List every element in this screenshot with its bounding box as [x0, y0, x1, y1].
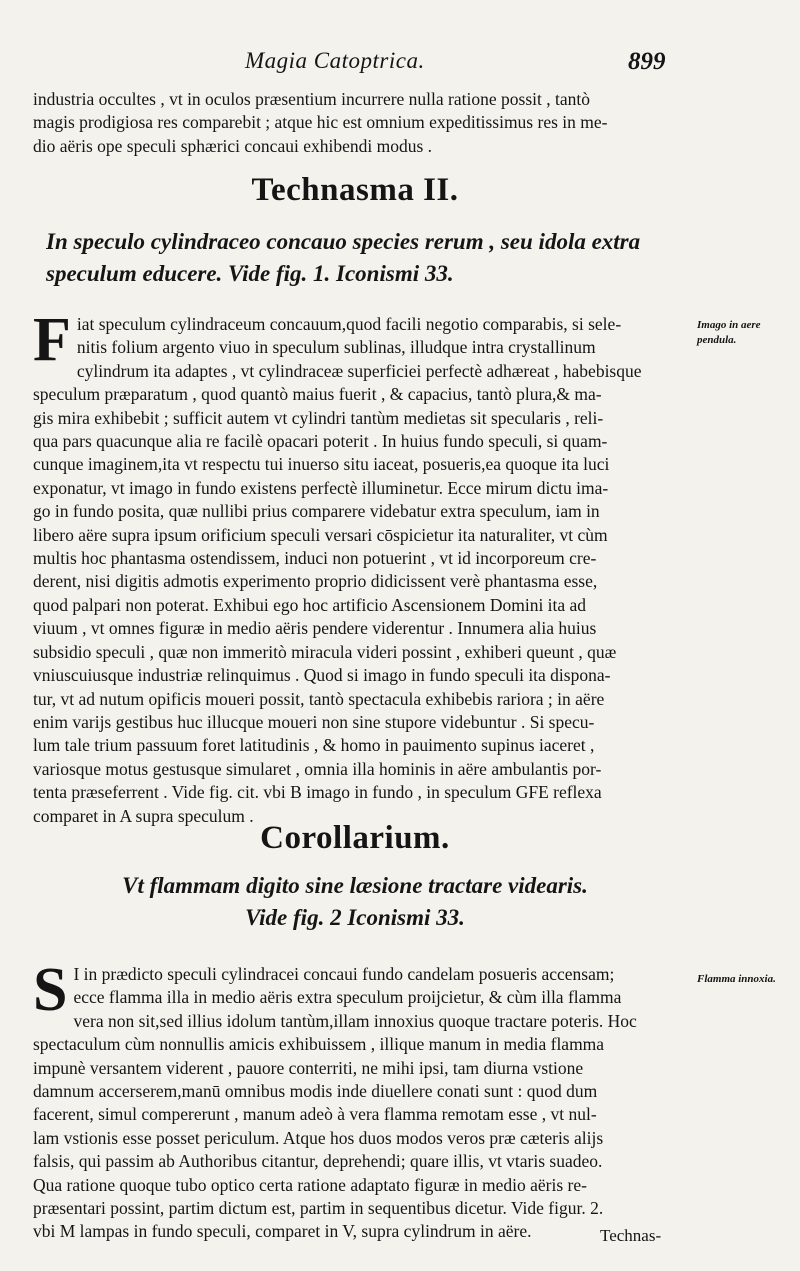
section-subtitle-1 [46, 226, 666, 290]
catchword: Technas- [600, 1226, 662, 1245]
subtitle-line: Vide fig. 2 Iconismi 33. [245, 905, 465, 930]
section-heading-technasma: Technasma II. [251, 172, 459, 208]
corollarium-paragraph [33, 956, 685, 1244]
text-line: enim varijs gestibus huc illucque moueri non sine stupore videbuntur . Si specu- [33, 711, 595, 732]
text-line: lam vstionis esse posset periculum. Atque hos duos modos veros præ cæteris alijs [33, 1127, 604, 1148]
running-title: Magia Catoptrica. [245, 48, 425, 73]
section-subtitle-2 [0, 870, 710, 934]
text-line: vbi M lampas in fundo speculi, comparet in V, supra cylindrum in aëre. [33, 1221, 532, 1242]
text-line: gis mira exhibebit ; sufficit autem vt cylindri tantùm medietas sit specularis , reli- [33, 407, 604, 428]
text-line: qua pars quacunque alia re facilè opacari poterit . In huius fundo speculi, si quam- [33, 431, 608, 452]
text-line: damnum accerserem,manū omnibus modis inde diuellere conati sunt : quod dum [33, 1081, 598, 1102]
text-line: nitis folium argento viuo in speculum sublinas, illudque intra crystallinum [76, 337, 596, 358]
text-line: vera non sit,sed illius idolum tantùm,illam innoxius quoque tractare poteris. Hoc [73, 1010, 637, 1031]
text-line: comparet in A supra speculum . [33, 805, 254, 826]
text-line: impunè versantem viderent , pauore conterriti, ne mihi ipsi, tam diurna vstione [33, 1057, 584, 1078]
text-line: tenta præseferrent . Vide fig. cit. vbi B imago in fundo , in speculum GFE reflexa [33, 782, 602, 803]
text-line: I in prædicto speculi cylindracei concaui fundo candelam posueris accensam; [73, 964, 615, 984]
text-line: iat speculum cylindraceum concauum,quod facili negotio comparabis, si sele- [76, 314, 622, 334]
technasma-paragraph [33, 306, 685, 828]
page-header [0, 48, 800, 78]
text-line: go in fundo posita, quæ nullibi prius comparere videbatur extra speculum, iam in [33, 501, 600, 522]
subtitle-line: speculum educere. Vide fig. 1. Iconismi 33. [46, 261, 454, 286]
text-line: exponatur, vt imago in fundo existens perfectè illuminetur. Ecce mirum dictu ima- [33, 477, 609, 498]
text-line: cunque imaginem,ita vt respectu tui inuerso situ iaceat, posueris,ea quoque ita luci [33, 454, 610, 475]
text-line: facerent, simul compererunt , manum adeò à vera flamma remotam esse , vt nul- [33, 1104, 597, 1125]
text-line: industria occultes , vt in oculos præsentium incurrere nulla ratione possit , tantò [33, 89, 590, 109]
text-line: variosque motus gestusque simularet , omnia illa hominis in aëre ambulantis por- [33, 758, 602, 779]
text-line: libero aëre supra ipsum orificium speculi versari cōspicietur ita naturaliter, vt cùm [33, 524, 608, 545]
text-line: speculum præparatum , quod quantò maius fuerit , & capacius, tantò plura,& ma- [33, 384, 602, 405]
text-line: vniuscuiusque industriæ relinquimus . Quod si imago in fundo speculi ita dispona- [33, 665, 611, 686]
drop-cap: S [33, 956, 68, 1024]
text-line: falsis, qui passim ab Authoribus citantur, deprehendi; quare illis, vt vtaris suadeo. [33, 1151, 603, 1172]
text-line: magis prodigiosa res comparebit ; atque hic est omnium expeditissimus res in me- [33, 112, 608, 133]
drop-cap: F [33, 306, 71, 374]
text-line: quod palpari non poterat. Exhibui ego hoc artificio Ascensionem Domini ita ad [33, 594, 587, 615]
intro-paragraph [33, 88, 685, 158]
text-line: dio aëris ope speculi sphærici concaui exhibendi modus . [33, 135, 433, 156]
text-line: Qua ratione quoque tubo optico certa ratione adaptato figuræ in medio aëris re- [33, 1174, 587, 1195]
page-number: 899 [628, 48, 666, 75]
text-line: multis hoc phantasma ostendissem, induci non potuerint , vt id incorporeum cre- [33, 548, 597, 569]
text-line: ecce flamma illa in medio aëris extra speculum proijcietur, & cùm illa flamma [73, 987, 622, 1008]
margin-note-flamma: Flamma innoxia. [697, 973, 776, 985]
text-line: præsentari possint, partim dictum est, partim in sequentibus dicetur. Vide figur. 2. [33, 1198, 604, 1219]
text-line: subsidio speculi , quæ non immeritò miracula videri possint , exhiberi queunt , quæ [33, 641, 617, 662]
text-line: derent, nisi digitis admotis experimento proprio didicissent verè phantasma esse, [33, 571, 598, 592]
margin-note-imago: Imago in aere pendula. [697, 319, 761, 346]
text-line: viuum , vt omnes figuræ in medio aëris pendere viderentur . Innumera alia huius [33, 618, 597, 639]
text-line: lum tale trium passuum foret latitudinis , & homo in pauimento supinus iaceret , [33, 735, 595, 756]
subtitle-line: Vt flammam digito sine læsione tractare videaris. [122, 873, 588, 898]
subtitle-line: In speculo cylindraceo concauo species rerum , seu idola extra [46, 229, 641, 254]
text-line: spectaculum cùm nonnullis amicis exhibuissem , illique manum in media flamma [33, 1034, 605, 1055]
text-line: tur, vt ad nutum opificis moueri possit, tantò spectacula exhibebis rariora ; in aëre [33, 688, 605, 709]
section-heading-corollarium: Corollarium. [260, 820, 450, 856]
text-line: cylindrum ita adaptes , vt cylindraceæ superficiei perfectè adhæreat , habebisque [76, 360, 642, 381]
